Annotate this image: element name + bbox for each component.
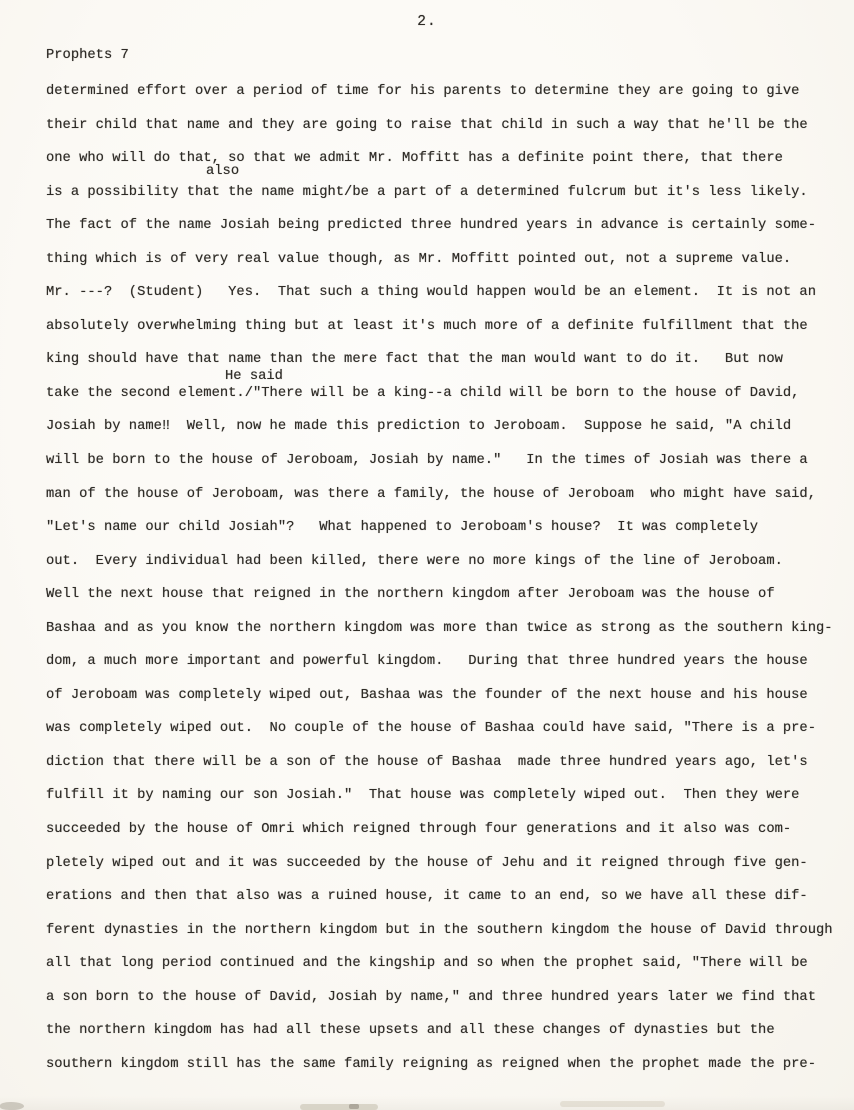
text-line: thing which is of very real value though, as Mr. Moffitt pointed out, not a supreme value. bbox=[46, 251, 792, 267]
scan-smudge bbox=[349, 1104, 359, 1109]
text-line: a son born to the house of David, Josiah by name," and three hundred years later we find that bbox=[46, 989, 816, 1005]
text-line: erations and then that also was a ruined house, it came to an end, so we have all these dif- bbox=[46, 889, 808, 905]
interline-insertion-also: also bbox=[206, 164, 240, 179]
text-line: absolutely overwhelming thing but at least it's much more of a definite fulfillment that the bbox=[46, 318, 808, 334]
text-line: will be born to the house of Jeroboam, Josiah by name." In the times of Josiah was there a bbox=[46, 453, 808, 469]
text-line: was completely wiped out. No couple of the house of Bashaa could have said, "There is a pre- bbox=[46, 721, 816, 737]
text-line: their child that name and they are going to raise that child in such a way that he'll be the bbox=[46, 117, 808, 133]
text-line: king should have that name than the mere fact that the man would want to do it. But now bbox=[46, 352, 783, 368]
interline-insertion-he-said: He said bbox=[225, 369, 283, 384]
scan-smudge bbox=[300, 1104, 378, 1110]
text-line: "Let's name our child Josiah"? What happened to Jeroboam's house? It was completely bbox=[46, 520, 759, 536]
text-line: succeeded by the house of Omri which reigned through four generations and it also was com- bbox=[46, 822, 792, 838]
scan-edge-shadow bbox=[0, 1096, 854, 1110]
scan-smudge bbox=[0, 1102, 24, 1110]
text-line: man of the house of Jeroboam, was there a family, the house of Jeroboam who might have said, bbox=[46, 486, 816, 502]
text-line: out. Every individual had been killed, there were no more kings of the line of Jeroboam. bbox=[46, 553, 783, 569]
text-line: fulfill it by naming our son Josiah." That house was completely wiped out. Then they were bbox=[46, 788, 800, 804]
text-line: one who will do that, so that we admit Mr. Moffitt has a definite point there, that there bbox=[46, 151, 783, 167]
text-line: The fact of the name Josiah being predicted three hundred years in advance is certainly some- bbox=[46, 218, 816, 234]
text-line: determined effort over a period of time for his parents to determine they are going to give bbox=[46, 84, 800, 99]
text-line: pletely wiped out and it was succeeded by the house of Jehu and it reigned through five gen- bbox=[46, 855, 808, 871]
text-line: Mr. ---? (Student) Yes. That such a thing would happen would be an element. It is not an bbox=[46, 285, 816, 301]
course-header: Prophets 7 bbox=[46, 48, 129, 63]
text-line: southern kingdom still has the same family reigning as reigned when the prophet made the pre- bbox=[46, 1056, 816, 1072]
text-line: of Jeroboam was completely wiped out, Bashaa was the founder of the next house and his house bbox=[46, 687, 808, 703]
text-line: ferent dynasties in the northern kingdom but in the southern kingdom the house of David through bbox=[46, 922, 833, 938]
text-line: diction that there will be a son of the house of Bashaa made three hundred years ago, let's bbox=[46, 754, 808, 770]
text-line: all that long period continued and the kingship and so when the prophet said, "There will be bbox=[46, 956, 808, 972]
text-line: Bashaa and as you know the northern kingdom was more than twice as strong as the southern king- bbox=[46, 620, 833, 636]
text-line: the northern kingdom has had all these upsets and all these changes of dynasties but the bbox=[46, 1023, 775, 1039]
text-line: dom, a much more important and powerful kingdom. During that three hundred years the house bbox=[46, 654, 808, 670]
body-text bbox=[46, 75, 848, 1081]
text-line: Josiah by name‼ Well, now he made this prediction to Jeroboam. Suppose he said, "A child bbox=[46, 419, 792, 435]
page-number: 2. bbox=[417, 14, 437, 30]
text-line: is a possibility that the name might/be a part of a determined fulcrum but it's less likely. bbox=[46, 184, 808, 200]
text-line: Well the next house that reigned in the northern kingdom after Jeroboam was the house of bbox=[46, 587, 775, 603]
scan-smudge bbox=[560, 1101, 665, 1107]
text-line: take the second element./"There will be a king--a child will be born to the house of David, bbox=[46, 385, 800, 401]
